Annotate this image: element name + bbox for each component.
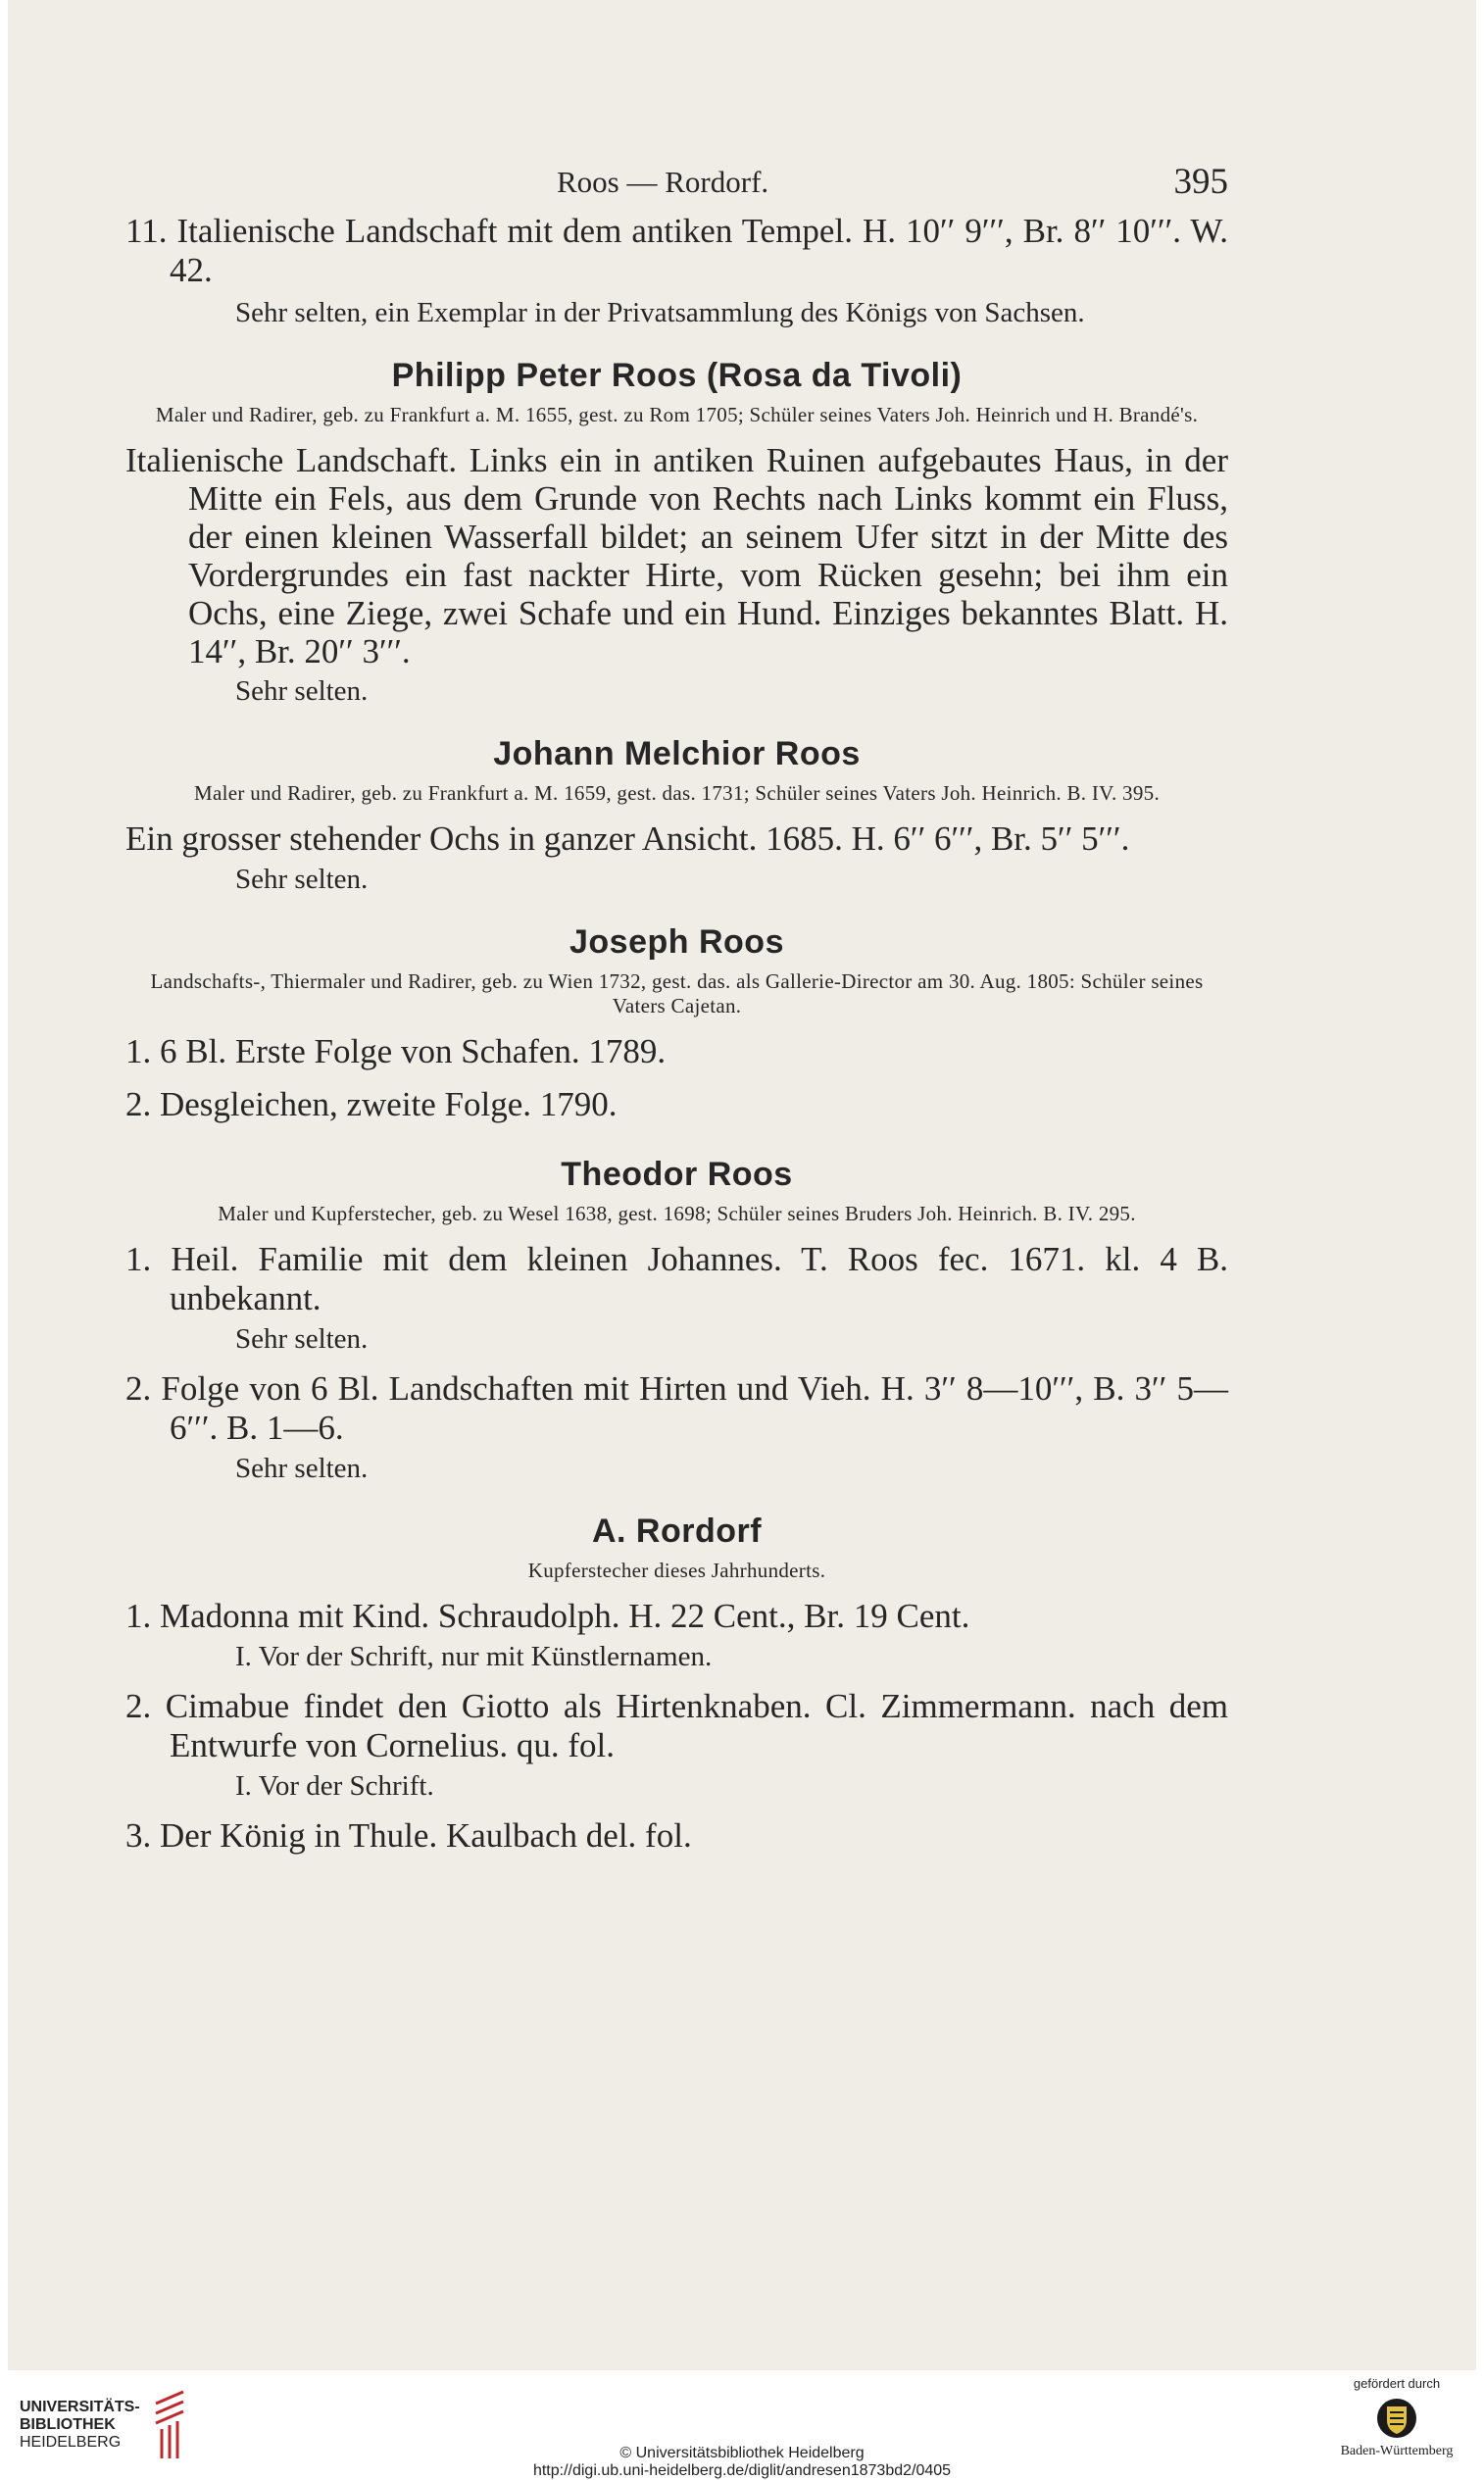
artist-biography: Kupferstecher dieses Jahrhunderts.	[527, 1559, 826, 1582]
state-name: Baden-Württemberg	[1340, 2444, 1454, 2458]
artist-heading: Joseph Roos	[569, 923, 784, 961]
entry-note: Sehr selten.	[235, 864, 369, 895]
catalog-entry: 3. Der König in Thule. Kaulbach del. fol.	[125, 1816, 692, 1855]
artist-heading: Johann Melchior Roos	[493, 735, 861, 772]
library-name-line: UNIVERSITÄTS-	[20, 2399, 140, 2415]
state-crest-icon	[1375, 2397, 1418, 2440]
catalog-entry: 2. Desgleichen, zweite Folge. 1790.	[125, 1085, 618, 1123]
funding-credit	[1333, 2376, 1460, 2459]
library-name	[20, 2399, 140, 2452]
entry-note: I. Vor der Schrift.	[235, 1770, 434, 1802]
catalog-entry: 11. Italienische Landschaft mit dem antiken Tempel. H. 10′′ 9′′′, Br. 8′′ 10′′′. W. 42.	[125, 212, 1228, 289]
artist-biography: Maler und Kupferstecher, geb. zu Wesel 1638, gest. 1698; Schüler seines Bruders Joh. Heinrich. B. IV. 295.	[218, 1202, 1136, 1225]
artist-heading: Philipp Peter Roos (Rosa da Tivoli)	[391, 357, 963, 394]
entry-note: Sehr selten.	[235, 1323, 369, 1355]
artist-heading: Theodor Roos	[561, 1156, 793, 1193]
entry-note: Sehr selten.	[235, 1453, 369, 1484]
page-content	[125, 157, 1228, 1856]
entry-note: Sehr selten.	[235, 675, 369, 707]
catalog-entry: Italienische Landschaft. Links ein in antiken Ruinen aufgebautes Haus, in der Mitte ein Fels, aus dem Grunde von Rechts nach Links kommt ein Fluss, der einen kleinen Wasserfall bildet; an seinem Ufer sitzt in der Mitte des Vordergrundes ein fast nackter Hirte, vom Rücken gesehn; bei ihm ein Ochs, eine Ziege, zwei Schafe und ein Hund. Einziges bekanntes Blatt. H. 14′′, Br. 20′′ 3′′′.	[125, 441, 1228, 670]
catalog-entry: 2. Cimabue findet den Giotto als Hirtenknaben. Cl. Zimmermann. nach dem Entwurfe von Cornelius. qu. fol.	[125, 1687, 1228, 1764]
copyright-notice	[0, 2445, 1484, 2480]
catalog-entry: 1. Heil. Familie mit dem kleinen Johannes. T. Roos fec. 1671. kl. 4 B. unbekannt.	[125, 1240, 1228, 1317]
library-name-line: BIBLIOTHEK	[20, 2416, 116, 2433]
copyright-text: © Universitätsbibliothek Heidelberg	[619, 2445, 865, 2461]
entry-note: I. Vor der Schrift, nur mit Künstlernamen.	[235, 1641, 713, 1672]
digitization-footer	[0, 2370, 1484, 2480]
catalog-entry: Ein grosser stehender Ochs in ganzer Ansicht. 1685. H. 6′′ 6′′′, Br. 5′′ 5′′′.	[125, 819, 1130, 858]
artist-heading: A. Rordorf	[591, 1513, 763, 1550]
scanned-page	[8, 0, 1476, 2370]
catalog-entry: 1. 6 Bl. Erste Folge von Schafen. 1789.	[125, 1032, 667, 1070]
funded-by-label: gefördert durch	[1353, 2376, 1441, 2391]
page-number: 395	[1173, 162, 1228, 202]
entry-note: Sehr selten, ein Exemplar in der Privatsammlung des Königs von Sachsen.	[235, 297, 1085, 328]
artist-biography: Maler und Radirer, geb. zu Frankfurt a. M. 1659, gest. das. 1731; Schüler seines Vaters Joh. Heinrich. B. IV. 395.	[194, 781, 1160, 805]
page-header	[125, 157, 1228, 212]
library-name-line: HEIDELBERG	[20, 2434, 122, 2451]
running-title: Roos — Rordorf.	[557, 165, 769, 199]
artist-biography: Maler und Radirer, geb. zu Frankfurt a. M. 1655, gest. zu Rom 1705; Schüler seines Vaters Joh. Heinrich und H. Brandé's.	[155, 403, 1199, 426]
catalog-entry: 2. Folge von 6 Bl. Landschaften mit Hirten und Vieh. H. 3′′ 8—10′′′, B. 3′′ 5—6′′′. B. 1—6.	[125, 1369, 1228, 1447]
artist-biography: Landschafts-, Thiermaler und Radirer, geb. zu Wien 1732, gest. das. als Gallerie-Director am 30. Aug. 1805: Schüler seines Vaters Cajetan.	[150, 969, 1204, 1017]
catalog-entry: 1. Madonna mit Kind. Schraudolph. H. 22 Cent., Br. 19 Cent.	[125, 1597, 970, 1635]
permalink[interactable]: http://digi.ub.uni-heidelberg.de/diglit/andresen1873bd2/0405	[532, 2462, 952, 2479]
